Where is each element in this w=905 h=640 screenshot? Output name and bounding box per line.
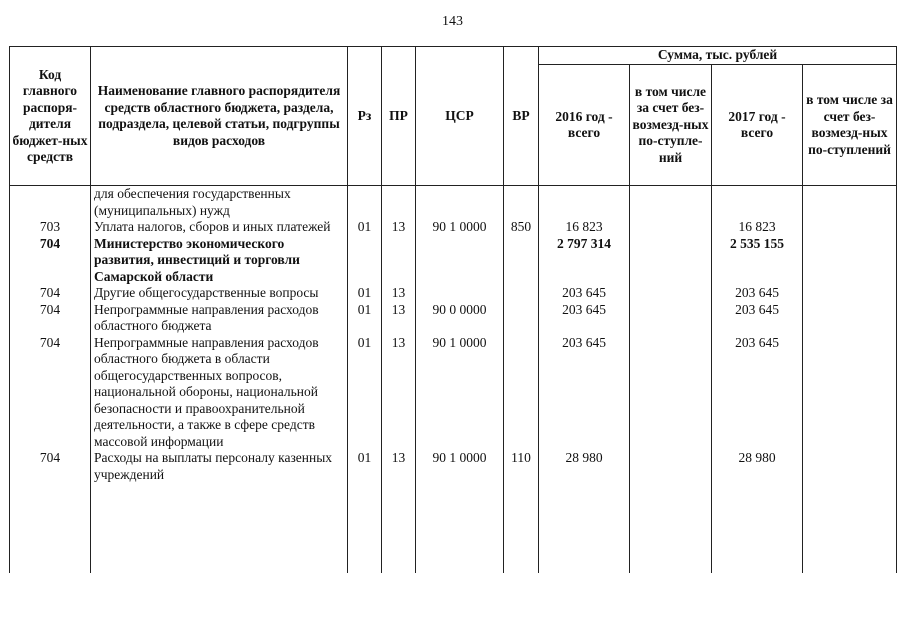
table-row (10, 285, 897, 302)
cell-pr: 13 (382, 335, 416, 451)
cell-csr: 90 1 0000 (416, 335, 504, 451)
cell-pr: 13 (382, 219, 416, 236)
cell-name: Расходы на выплаты персоналу казенных учреждений (91, 450, 348, 573)
cell-free-2016 (630, 186, 712, 220)
header-free-2016: в том числе за счет без-возмезд-ных по-ступле-ний (630, 65, 712, 186)
cell-free-2017 (803, 236, 897, 286)
cell-csr (416, 285, 504, 302)
cell-vr: 110 (504, 450, 539, 573)
cell-free-2017 (803, 450, 897, 573)
cell-csr (416, 236, 504, 286)
cell-rz (348, 236, 382, 286)
table-row (10, 219, 897, 236)
cell-sum-2016: 203 645 (539, 285, 630, 302)
header-kod: Код главного распоря-дителя бюджет-ных средств (10, 47, 91, 186)
header-free-2017: в том числе за счет без-возмезд-ных по-ступлений (803, 65, 897, 186)
cell-vr (504, 302, 539, 335)
cell-free-2016 (630, 450, 712, 573)
table-row (10, 335, 897, 451)
cell-kod: 704 (10, 335, 91, 451)
cell-sum-2016: 16 823 (539, 219, 630, 236)
budget-table (9, 46, 897, 573)
cell-name: Непрограммные направления расходов областного бюджета (91, 302, 348, 335)
header-vr: ВР (504, 47, 539, 186)
cell-sum-2016 (539, 186, 630, 220)
cell-free-2016 (630, 335, 712, 451)
cell-name: Непрограммные направления расходов областного бюджета в области общегосударственных вопросов, национальной обороны, национальной безопасности и правоохранительной деятельности, а также в сфере средств массовой информации (91, 335, 348, 451)
cell-rz: 01 (348, 285, 382, 302)
cell-vr (504, 236, 539, 286)
cell-rz: 01 (348, 335, 382, 451)
cell-sum-2016: 203 645 (539, 302, 630, 335)
cell-sum-2017 (712, 186, 803, 220)
cell-kod (10, 186, 91, 220)
cell-name: для обеспечения государственных (муниципальных) нужд (91, 186, 348, 220)
cell-sum-2017: 203 645 (712, 335, 803, 451)
cell-sum-2017: 28 980 (712, 450, 803, 573)
cell-name: Министерство экономического развития, инвестиций и торговли Самарской области (91, 236, 348, 286)
cell-sum-2017: 203 645 (712, 285, 803, 302)
header-rz: Рз (348, 47, 382, 186)
table-row (10, 236, 897, 286)
cell-rz (348, 186, 382, 220)
cell-kod: 704 (10, 450, 91, 573)
cell-csr: 90 1 0000 (416, 450, 504, 573)
cell-sum-2017: 203 645 (712, 302, 803, 335)
cell-csr: 90 0 0000 (416, 302, 504, 335)
cell-free-2016 (630, 285, 712, 302)
cell-free-2017 (803, 219, 897, 236)
header-sum-2016: 2016 год - всего (539, 65, 630, 186)
cell-kod: 704 (10, 285, 91, 302)
table-header (10, 47, 897, 186)
page-number: 143 (442, 14, 463, 29)
cell-vr (504, 186, 539, 220)
cell-free-2017 (803, 302, 897, 335)
cell-sum-2017: 16 823 (712, 219, 803, 236)
cell-pr: 13 (382, 285, 416, 302)
cell-free-2017 (803, 285, 897, 302)
cell-rz: 01 (348, 302, 382, 335)
cell-vr (504, 285, 539, 302)
cell-pr: 13 (382, 302, 416, 335)
header-sum-2017: 2017 год - всего (712, 65, 803, 186)
header-pr: ПР (382, 47, 416, 186)
cell-pr (382, 236, 416, 286)
cell-csr (416, 186, 504, 220)
table-row (10, 302, 897, 335)
cell-kod: 704 (10, 302, 91, 335)
header-csr: ЦСР (416, 47, 504, 186)
cell-sum-2016: 203 645 (539, 335, 630, 451)
table-row (10, 186, 897, 220)
cell-vr: 850 (504, 219, 539, 236)
cell-pr (382, 186, 416, 220)
cell-name: Уплата налогов, сборов и иных платежей (91, 219, 348, 236)
table-row (10, 450, 897, 573)
cell-kod: 704 (10, 236, 91, 286)
cell-csr: 90 1 0000 (416, 219, 504, 236)
cell-vr (504, 335, 539, 451)
cell-name: Другие общегосударственные вопросы (91, 285, 348, 302)
table-body (10, 186, 897, 574)
header-name: Наименование главного распорядителя средств областного бюджета, раздела, подраздела, целевой статьи, подгруппы видов расходов (91, 47, 348, 186)
cell-kod: 703 (10, 219, 91, 236)
cell-free-2016 (630, 302, 712, 335)
cell-free-2017 (803, 335, 897, 451)
cell-sum-2017: 2 535 155 (712, 236, 803, 286)
cell-rz: 01 (348, 219, 382, 236)
cell-pr: 13 (382, 450, 416, 573)
cell-free-2017 (803, 186, 897, 220)
cell-free-2016 (630, 236, 712, 286)
cell-sum-2016: 28 980 (539, 450, 630, 573)
cell-free-2016 (630, 219, 712, 236)
cell-rz: 01 (348, 450, 382, 573)
cell-sum-2016: 2 797 314 (539, 236, 630, 286)
header-sum-group: Сумма, тыс. рублей (539, 47, 897, 65)
